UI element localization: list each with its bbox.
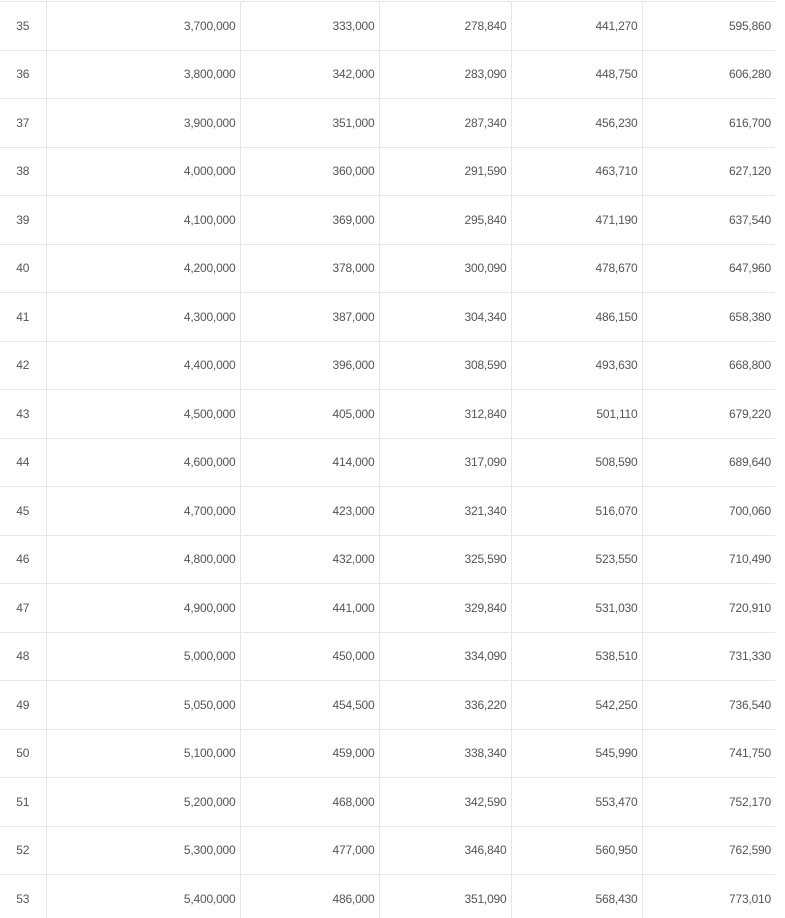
value-cell: 486,000 (240, 875, 379, 918)
value-cell: 486,150 (511, 293, 642, 342)
row-number-cell: 50 (0, 729, 46, 778)
value-cell: 736,540 (642, 681, 775, 730)
value-cell: 338,340 (379, 729, 511, 778)
value-cell: 405,000 (240, 390, 379, 439)
value-cell: 4,200,000 (46, 244, 240, 293)
value-cell: 606,280 (642, 50, 775, 99)
value-cell: 560,950 (511, 826, 642, 875)
value-cell: 295,840 (379, 196, 511, 245)
value-cell: 441,000 (240, 584, 379, 633)
value-cell: 5,300,000 (46, 826, 240, 875)
value-cell: 387,000 (240, 293, 379, 342)
value-cell: 616,700 (642, 99, 775, 148)
value-cell: 741,750 (642, 729, 775, 778)
value-cell: 4,400,000 (46, 341, 240, 390)
rate-table-body (0, 2, 775, 918)
value-cell: 637,540 (642, 196, 775, 245)
value-cell: 4,300,000 (46, 293, 240, 342)
value-cell: 346,840 (379, 826, 511, 875)
row-number-cell: 37 (0, 99, 46, 148)
value-cell: 553,470 (511, 778, 642, 827)
value-cell: 5,000,000 (46, 632, 240, 681)
row-number-cell: 40 (0, 244, 46, 293)
value-cell: 4,800,000 (46, 535, 240, 584)
value-cell: 342,000 (240, 50, 379, 99)
table-row (0, 632, 775, 681)
value-cell: 414,000 (240, 438, 379, 487)
value-cell: 647,960 (642, 244, 775, 293)
value-cell: 342,590 (379, 778, 511, 827)
value-cell: 538,510 (511, 632, 642, 681)
table-row (0, 535, 775, 584)
row-number-cell: 35 (0, 2, 46, 51)
value-cell: 508,590 (511, 438, 642, 487)
table-row (0, 487, 775, 536)
value-cell: 3,900,000 (46, 99, 240, 148)
value-cell: 4,700,000 (46, 487, 240, 536)
table-row (0, 147, 775, 196)
row-number-cell: 52 (0, 826, 46, 875)
value-cell: 531,030 (511, 584, 642, 633)
value-cell: 351,090 (379, 875, 511, 918)
row-number-cell: 38 (0, 147, 46, 196)
value-cell: 710,490 (642, 535, 775, 584)
value-cell: 304,340 (379, 293, 511, 342)
table-row (0, 729, 775, 778)
value-cell: 441,270 (511, 2, 642, 51)
value-cell: 5,400,000 (46, 875, 240, 918)
value-cell: 454,500 (240, 681, 379, 730)
rate-table (0, 1, 775, 918)
value-cell: 5,200,000 (46, 778, 240, 827)
value-cell: 4,600,000 (46, 438, 240, 487)
value-cell: 752,170 (642, 778, 775, 827)
value-cell: 334,090 (379, 632, 511, 681)
table-row (0, 778, 775, 827)
value-cell: 378,000 (240, 244, 379, 293)
row-number-cell: 43 (0, 390, 46, 439)
value-cell: 542,250 (511, 681, 642, 730)
value-cell: 432,000 (240, 535, 379, 584)
value-cell: 3,800,000 (46, 50, 240, 99)
table-row (0, 244, 775, 293)
table-row (0, 341, 775, 390)
value-cell: 300,090 (379, 244, 511, 293)
row-number-cell: 41 (0, 293, 46, 342)
value-cell: 762,590 (642, 826, 775, 875)
row-number-cell: 53 (0, 875, 46, 918)
value-cell: 468,000 (240, 778, 379, 827)
value-cell: 568,430 (511, 875, 642, 918)
table-row (0, 390, 775, 439)
row-number-cell: 48 (0, 632, 46, 681)
value-cell: 501,110 (511, 390, 642, 439)
row-number-cell: 36 (0, 50, 46, 99)
value-cell: 459,000 (240, 729, 379, 778)
table-row (0, 438, 775, 487)
value-cell: 3,700,000 (46, 2, 240, 51)
table-row (0, 875, 775, 918)
row-number-cell: 49 (0, 681, 46, 730)
value-cell: 477,000 (240, 826, 379, 875)
value-cell: 287,340 (379, 99, 511, 148)
value-cell: 658,380 (642, 293, 775, 342)
value-cell: 5,100,000 (46, 729, 240, 778)
table-row (0, 293, 775, 342)
value-cell: 545,990 (511, 729, 642, 778)
value-cell: 478,670 (511, 244, 642, 293)
value-cell: 308,590 (379, 341, 511, 390)
value-cell: 450,000 (240, 632, 379, 681)
value-cell: 317,090 (379, 438, 511, 487)
value-cell: 700,060 (642, 487, 775, 536)
value-cell: 689,640 (642, 438, 775, 487)
value-cell: 333,000 (240, 2, 379, 51)
value-cell: 312,840 (379, 390, 511, 439)
value-cell: 278,840 (379, 2, 511, 51)
table-row (0, 196, 775, 245)
value-cell: 493,630 (511, 341, 642, 390)
row-number-cell: 39 (0, 196, 46, 245)
value-cell: 4,000,000 (46, 147, 240, 196)
table-row (0, 826, 775, 875)
value-cell: 360,000 (240, 147, 379, 196)
value-cell: 627,120 (642, 147, 775, 196)
value-cell: 523,550 (511, 535, 642, 584)
value-cell: 329,840 (379, 584, 511, 633)
value-cell: 351,000 (240, 99, 379, 148)
row-number-cell: 44 (0, 438, 46, 487)
row-number-cell: 46 (0, 535, 46, 584)
table-row (0, 2, 775, 51)
table-row (0, 50, 775, 99)
row-number-cell: 47 (0, 584, 46, 633)
value-cell: 336,220 (379, 681, 511, 730)
row-number-cell: 45 (0, 487, 46, 536)
row-number-cell: 42 (0, 341, 46, 390)
value-cell: 773,010 (642, 875, 775, 918)
value-cell: 679,220 (642, 390, 775, 439)
value-cell: 595,860 (642, 2, 775, 51)
value-cell: 291,590 (379, 147, 511, 196)
value-cell: 731,330 (642, 632, 775, 681)
value-cell: 369,000 (240, 196, 379, 245)
table-row (0, 99, 775, 148)
value-cell: 471,190 (511, 196, 642, 245)
value-cell: 516,070 (511, 487, 642, 536)
value-cell: 4,100,000 (46, 196, 240, 245)
value-cell: 720,910 (642, 584, 775, 633)
value-cell: 448,750 (511, 50, 642, 99)
value-cell: 321,340 (379, 487, 511, 536)
value-cell: 668,800 (642, 341, 775, 390)
value-cell: 4,900,000 (46, 584, 240, 633)
value-cell: 423,000 (240, 487, 379, 536)
table-row (0, 584, 775, 633)
value-cell: 283,090 (379, 50, 511, 99)
row-number-cell: 51 (0, 778, 46, 827)
value-cell: 456,230 (511, 99, 642, 148)
value-cell: 5,050,000 (46, 681, 240, 730)
value-cell: 4,500,000 (46, 390, 240, 439)
value-cell: 396,000 (240, 341, 379, 390)
value-cell: 325,590 (379, 535, 511, 584)
value-cell: 463,710 (511, 147, 642, 196)
table-row (0, 681, 775, 730)
